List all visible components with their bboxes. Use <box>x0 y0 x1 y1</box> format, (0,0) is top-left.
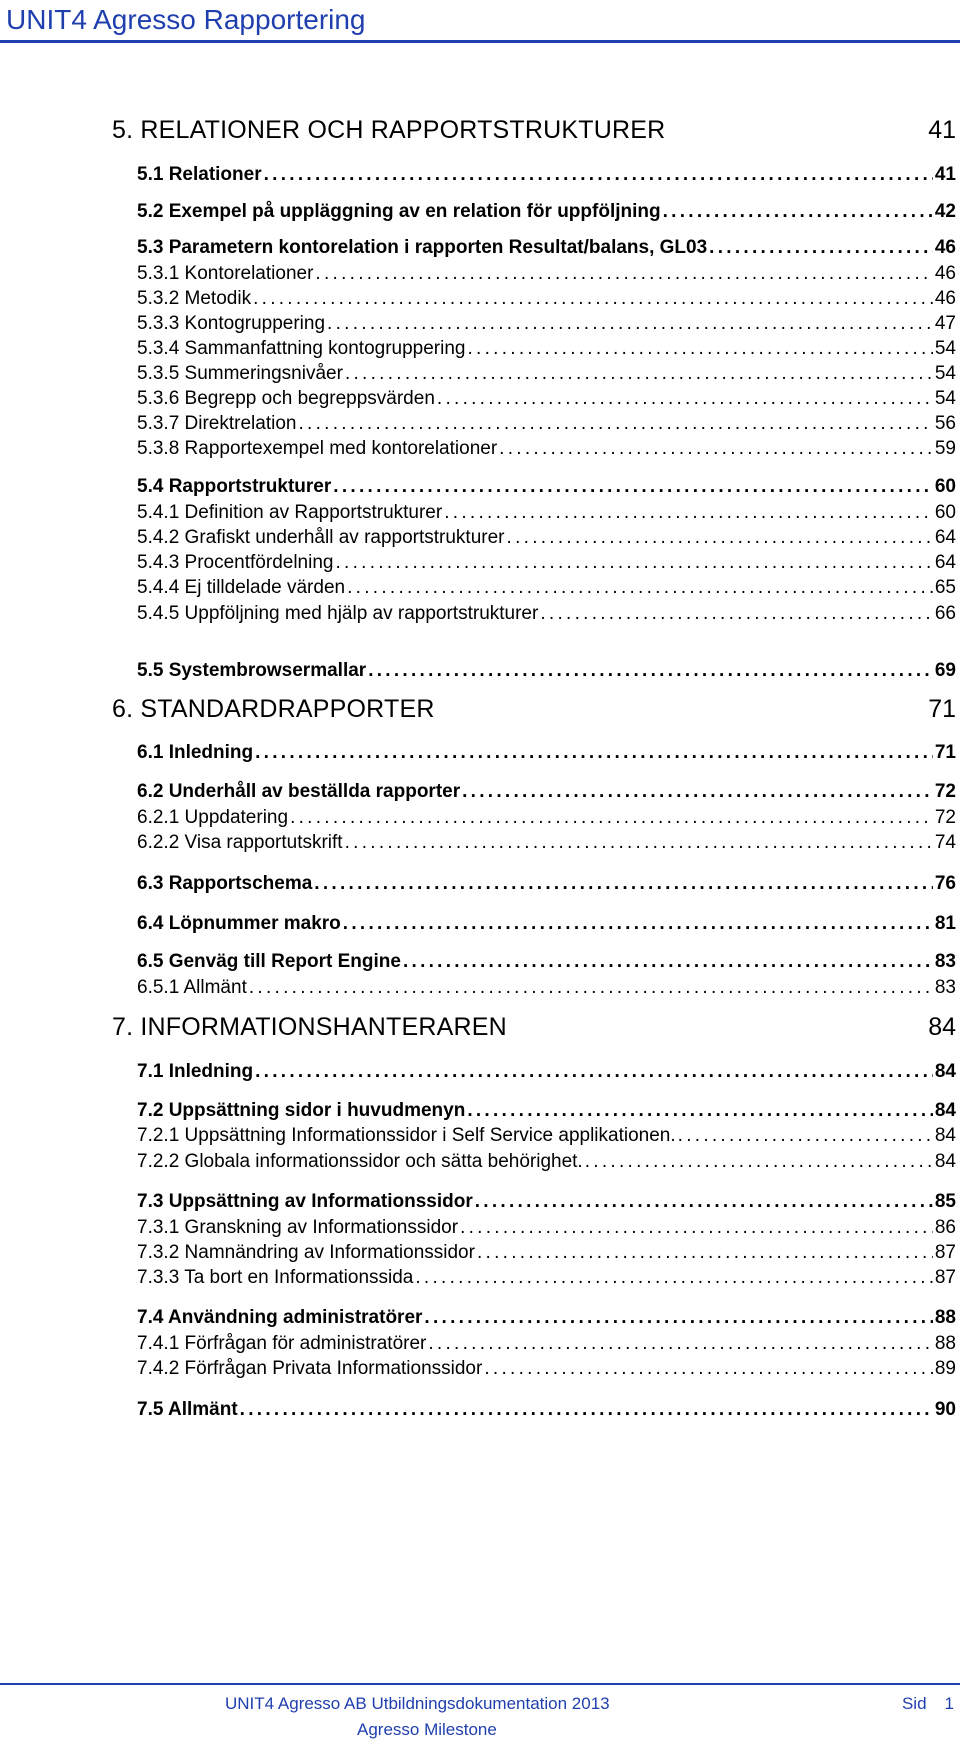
toc-page-number: 74 <box>934 832 956 853</box>
toc-page-number: 46 <box>934 263 956 284</box>
toc-entry-label: 5.3 Parametern kontorelation i rapporten Resultat/balans, GL03 <box>137 237 708 258</box>
toc-entry-label: 5.3.7 Direktrelation <box>137 413 297 434</box>
toc-page-number: 88 <box>934 1333 956 1354</box>
toc-chapter[interactable] <box>112 697 956 721</box>
toc-entry-label: 5.3.8 Rapportexempel med kontorelationer <box>137 438 498 459</box>
toc-subsection[interactable] <box>137 1332 956 1356</box>
toc-page-number: 85 <box>934 1191 956 1212</box>
toc-entry-label: 7. INFORMATIONSHANTERAREN <box>112 1013 507 1041</box>
toc-section[interactable] <box>137 163 956 187</box>
toc-page-number: 87 <box>934 1267 956 1288</box>
toc-entry-label: 5.4.5 Uppföljning med hjälp av rapportstrukturer <box>137 603 539 624</box>
toc-page-number: 64 <box>934 552 956 573</box>
toc-entry-label: 5.3.2 Metodik <box>137 288 252 309</box>
toc-section[interactable] <box>137 872 956 896</box>
toc-entry-label: 7.3.3 Ta bort en Informationssida <box>137 1267 414 1288</box>
toc-page-number: 84 <box>934 1125 956 1146</box>
toc-subsection[interactable] <box>137 287 956 311</box>
toc-subsection[interactable] <box>137 1124 956 1148</box>
toc-page-number: 84 <box>934 1061 956 1082</box>
toc-subsection[interactable] <box>137 1216 956 1240</box>
toc-subsection[interactable] <box>137 412 956 436</box>
toc-page-number: 87 <box>934 1242 956 1263</box>
toc-entry-label: 7.5 Allmänt <box>137 1399 238 1420</box>
footer-product-name: Agresso Milestone <box>357 1720 497 1739</box>
toc-page-number: 86 <box>934 1217 956 1238</box>
toc-entry-label: 6.5 Genväg till Report Engine <box>137 951 401 972</box>
toc-page-number: 90 <box>934 1399 956 1420</box>
toc-entry-label: 5.3.5 Summeringsnivåer <box>137 363 343 384</box>
toc-page-number: 41 <box>928 116 956 144</box>
toc-subsection[interactable] <box>137 362 956 386</box>
toc-entry-label: 5.5 Systembrowsermallar <box>137 660 367 681</box>
toc-subsection[interactable] <box>137 1150 956 1174</box>
toc-entry-label: 5.1 Relationer <box>137 164 262 185</box>
toc-entry-label: 5.4.4 Ej tilldelade värden <box>137 577 346 598</box>
toc-subsection[interactable] <box>137 437 956 461</box>
toc-entry-label: 5.4 Rapportstrukturer <box>137 476 332 497</box>
toc-entry-label: 7.4 Användning administratörer <box>137 1307 423 1328</box>
toc-page-number: 46 <box>934 288 956 309</box>
toc-entry-label: 6.2.2 Visa rapportutskrift <box>137 832 343 853</box>
toc-page-number: 60 <box>934 502 956 523</box>
toc-entry-label: 7.1 Inledning <box>137 1061 254 1082</box>
toc-page-number: 89 <box>934 1358 956 1379</box>
toc-page-number: 46 <box>934 237 956 258</box>
toc-entry-label: 6.5.1 Allmänt <box>137 977 247 998</box>
toc-subsection[interactable] <box>137 526 956 550</box>
toc-section[interactable] <box>137 950 956 974</box>
footer-document-info: UNIT4 Agresso AB Utbildningsdokumentation 2013 <box>225 1694 610 1713</box>
toc-subsection[interactable] <box>137 1357 956 1381</box>
toc-entry-label: 6.4 Löpnummer makro <box>137 913 341 934</box>
toc-entry-label: 7.2.2 Globala informationssidor och sätta behörighet. <box>137 1151 583 1172</box>
toc-section[interactable] <box>137 1060 956 1084</box>
toc-subsection[interactable] <box>137 387 956 411</box>
toc-section[interactable] <box>137 659 956 683</box>
toc-page-number: 60 <box>934 476 956 497</box>
toc-page-number: 41 <box>934 164 956 185</box>
toc-chapter[interactable] <box>112 1015 956 1039</box>
toc-entry-label: 5.4.3 Procentfördelning <box>137 552 334 573</box>
toc-section[interactable] <box>137 741 956 765</box>
toc-subsection[interactable] <box>137 1241 956 1265</box>
toc-page-number: 54 <box>934 363 956 384</box>
toc-chapter[interactable] <box>112 118 956 142</box>
toc-subsection[interactable] <box>137 501 956 525</box>
toc-entry-label: 7.3.1 Granskning av Informationssidor <box>137 1217 459 1238</box>
toc-subsection[interactable] <box>137 806 956 830</box>
toc-page-number: 56 <box>934 413 956 434</box>
toc-page-number: 72 <box>934 807 956 828</box>
toc-page-number: 88 <box>934 1307 956 1328</box>
toc-entry-label: 7.4.1 Förfrågan för administratörer <box>137 1333 427 1354</box>
toc-entry-label: 7.3 Uppsättning av Informationssidor <box>137 1191 473 1212</box>
toc-section[interactable] <box>137 1306 956 1330</box>
toc-page-number: 42 <box>934 201 956 222</box>
footer-page-number: 1 <box>944 1694 954 1713</box>
toc-page-number: 71 <box>928 695 956 723</box>
toc-page-number: 81 <box>934 913 956 934</box>
toc-entry-label: 7.2 Uppsättning sidor i huvudmenyn <box>137 1100 466 1121</box>
toc-entry-label: 7.2.1 Uppsättning Informationssidor i Self Service applikationen. <box>137 1125 676 1146</box>
toc-page-number: 69 <box>934 660 956 681</box>
toc-entry-label: 7.3.2 Namnändring av Informationssidor <box>137 1242 475 1263</box>
toc-page-number: 84 <box>928 1013 956 1041</box>
toc-subsection[interactable] <box>137 576 956 600</box>
footer-rule <box>0 1683 960 1685</box>
toc-subsection[interactable] <box>137 262 956 286</box>
toc-entry-label: 5.2 Exempel på uppläggning av en relation för uppföljning <box>137 201 661 222</box>
toc-entry-label: 6.2 Underhåll av beställda rapporter <box>137 781 461 802</box>
toc-page-number: 72 <box>934 781 956 802</box>
toc-page-number: 59 <box>934 438 956 459</box>
toc-page-number: 71 <box>934 742 956 763</box>
toc-page-number: 76 <box>934 873 956 894</box>
toc-entry-label: 5.3.3 Kontogruppering <box>137 313 326 334</box>
toc-section[interactable] <box>137 1190 956 1214</box>
toc-subsection[interactable] <box>137 337 956 361</box>
toc-entry-label: 5.4.1 Definition av Rapportstrukturer <box>137 502 443 523</box>
toc-page-number: 84 <box>934 1100 956 1121</box>
toc-page-number: 47 <box>934 313 956 334</box>
toc-subsection[interactable] <box>137 602 956 626</box>
toc-section[interactable] <box>137 236 956 260</box>
toc-entry-label: 6.1 Inledning <box>137 742 254 763</box>
toc-page-number: 66 <box>934 603 956 624</box>
toc-entry-label: 6.3 Rapportschema <box>137 873 313 894</box>
toc-subsection[interactable] <box>137 831 956 855</box>
footer-page-label: Sid <box>901 1694 927 1713</box>
toc-page-number: 83 <box>934 951 956 972</box>
toc-subsection[interactable] <box>137 312 956 336</box>
toc-entry-label: 5.3.1 Kontorelationer <box>137 263 314 284</box>
toc-entry-label: 5.3.4 Sammanfattning kontogruppering <box>137 338 466 359</box>
toc-entry-label: 5.3.6 Begrepp och begreppsvärden <box>137 388 435 409</box>
toc-section[interactable] <box>137 200 956 224</box>
toc-section[interactable] <box>137 780 956 804</box>
toc-page-number: 64 <box>934 527 956 548</box>
toc-page-number: 65 <box>934 577 956 598</box>
document-header-title: UNIT4 Agresso Rapportering <box>6 4 366 35</box>
toc-page-number: 83 <box>934 977 956 998</box>
toc-section[interactable] <box>137 1099 956 1123</box>
toc-section[interactable] <box>137 1398 956 1422</box>
toc-section[interactable] <box>137 912 956 936</box>
toc-subsection[interactable] <box>137 976 956 1000</box>
toc-entry-label: 6.2.1 Uppdatering <box>137 807 289 828</box>
toc-subsection[interactable] <box>137 551 956 575</box>
toc-entry-label: 5. RELATIONER OCH RAPPORTSTRUKTURER <box>112 116 666 144</box>
toc-subsection[interactable] <box>137 1266 956 1290</box>
toc-page-number: 54 <box>934 338 956 359</box>
toc-page-number: 84 <box>934 1151 956 1172</box>
footer-page-indicator <box>902 1694 954 1714</box>
toc-page-number: 54 <box>934 388 956 409</box>
toc-entry-label: 7.4.2 Förfrågan Privata Informationssidor <box>137 1358 483 1379</box>
toc-section[interactable] <box>137 475 956 499</box>
toc-entry-label: 5.4.2 Grafiskt underhåll av rapportstrukturer <box>137 527 505 548</box>
toc-entry-label: 6. STANDARDRAPPORTER <box>112 695 435 723</box>
